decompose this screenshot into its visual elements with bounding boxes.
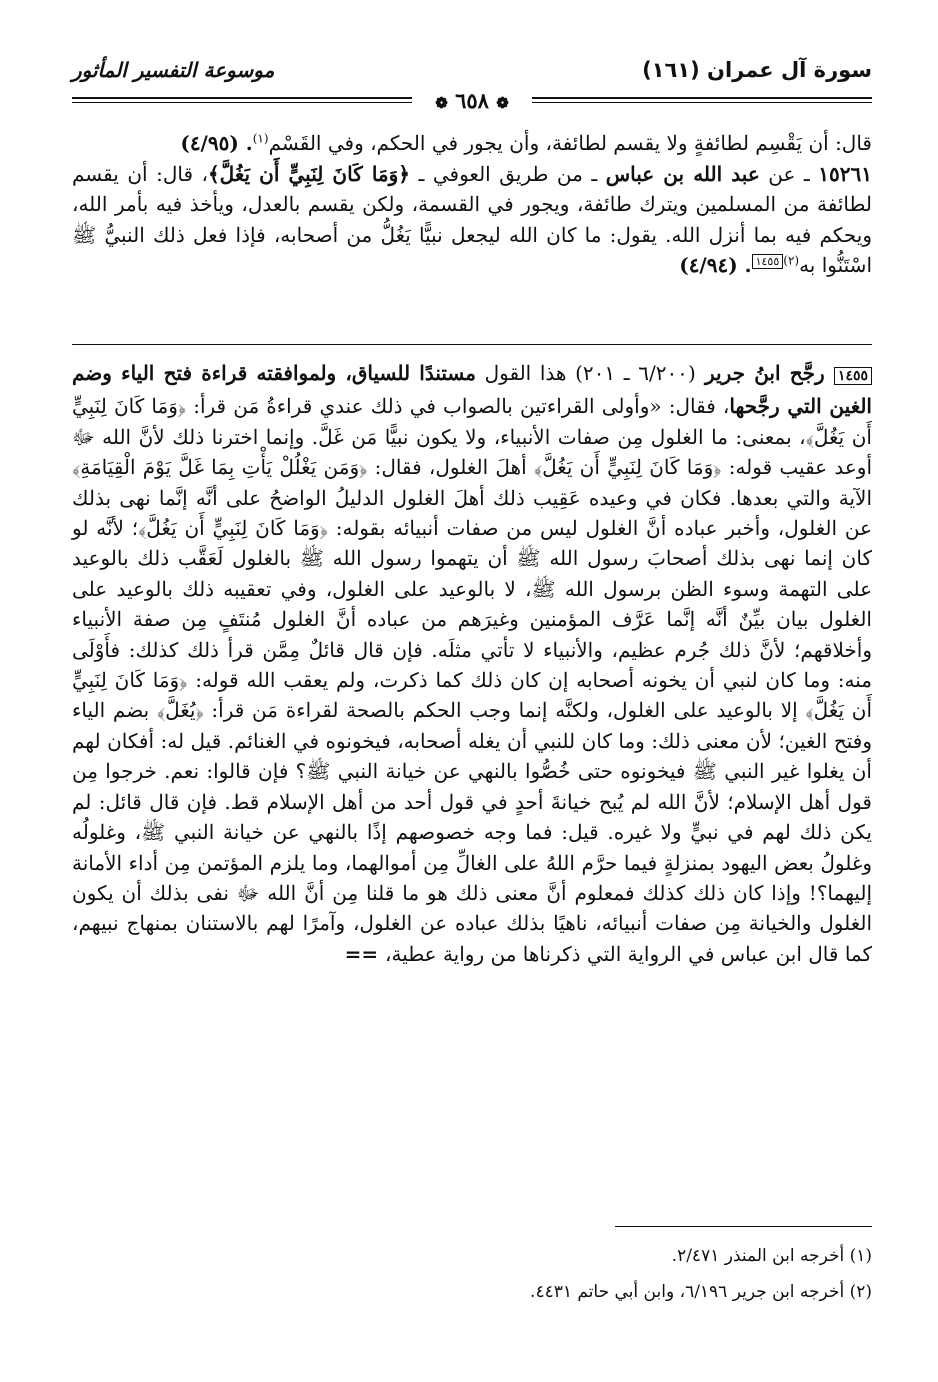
surah-title: سورة آل عمران (١٦١) [642, 58, 872, 82]
ornament-icon: ❁ [435, 94, 448, 112]
footnote-1: (١) أخرجه ابن المنذر ٢/٤٧١. [671, 1246, 872, 1266]
narrator-name: عبد الله بن عباس [605, 161, 760, 186]
commentary-text: ، فقال: «وأولى القراءتين بالصواب في ذلك عندي قراءةُ مَن قرأ: ﴿وَمَا كَانَ لِنَبِيٍّ أَن يَغُلَّ﴾، بمعنى: ما الغلول مِن صفات الأنبياء، ولا يكون نبيًّا مَن غَلَّ. وإنما اخترنا ذلك لأنَّ الله ﷻ أوعد عقيب قوله: ﴿وَمَا كَانَ لِنَبِيٍّ أَن يَغُلَّ﴾ أهلَ الغلول، فقال: ﴿وَمَن يَغْلُلْ يَأْتِ بِمَا غَلَّ يَوْمَ الْقِيَامَةِ﴾ الآية والتي بعدها. فكان في وعيده عَقِيب ذلك أهلَ الغلول الدليلُ الواضحُ على أنَّه إنَّما نهى بذلك عن الغلول، وأخبر عباده أنَّ الغلول ليس من صفات أنبيائه بقوله: ﴿وَمَا كَانَ لِنَبِيٍّ أَن يَغُلَّ﴾؛ لأنَّه لو كان إنما نهى بذلك أصحابَ رسول الله ﷺ أن يتهموا رسول الله ﷺ بالغلول لَعَقَّب ذلك بالوعيد على التهمة وسوء الظن برسول الله ﷺ، لا بالوعيد على الغلول، وفي تعقيبه ذلك بالوعيد على الغلول بيان بيِّنٌ أنَّه إنَّما عَرَّف المؤمنين وغيرَهم من عباده أنَّ الغلول مُنتَفٍ مِن صفة الأنبياء وأخلاقهم؛ لأنَّ ذلك جُرم عظيم، والأنبياء لا تأتي مثلَه. فإن قال قائلٌ مِمَّن قرأ ذلك كذلك: فأَوْلَى منه: وما كان لنبي أن يخونه أصحابه إن كان ذلك كما ذكرت، ولم يعقب الله قوله: ﴿وَمَا كَانَ لِنَبِيٍّ أَن يَغُلَّ﴾ إلا بالوعيد على الغلول، ولكنَّه إنما وجب الحكم بالصحة لقراءة مَن قرأ: ﴿يُغَلَّ﴾ بضم الياء وفتح الغين؛ لأن معنى ذلك: وما كان للنبي أن يغله أصحابه، فيخونوه في الغنائم. قيل له: أفكان لهم أن يغلوا غير النبي ﷺ فيخونوه حتى خُصُّوا بالنهي عن خيانة النبي ﷺ؟ فإن قالوا: نعم. خرجوا مِن قول أهل الإسلام؛ لأنَّ الله لم يُبح خيانةَ أحدٍ في قول أحد من أهل الإسلام قط. فإن قال قائل: لم يكن ذلك لهم في نبيٍّ ولا غيره. قيل: فما وجه خصوصهم إذًا بالنهي عن خيانة النبي ﷺ، وغلولُه وغلولُ بعض اليهود بمنزلةٍ فيما حرَّم اللهُ على الغالِّ مِن أموالهما، وما يلزم المؤتمن مِن أداء الأمانة إليهما؟! وإذا كان ذلك كذلك فمعلوم أنَّ معنى ذلك هو ما قلنا مِن أنَّ الله ﷻ نفى بذلك أن يكون الغلول والخيانة مِن صفات أنبيائه، ناهيًا بذلك عباده عن الغلول، وآمرًا لهم بالاستنان بمنهاج نبيهم، كما قال ابن عباس في الرواية التي ذكرناها من رواية عطية، [72, 394, 872, 966]
intro-line: قال: أن يَقْسِم لطائفةٍ ولا يقسم لطائفة، وأن يجور في الحكم، وفي القَسْم [268, 131, 872, 155]
ornament-icon: ❁ [496, 94, 509, 112]
intro-paragraph [72, 128, 872, 159]
commentary-box-reference: ١٤٥٥ [752, 254, 784, 269]
commentary-ref: (٦/٢٠٠ ـ ٢٠١) [575, 361, 696, 385]
commentary-box-number: ١٤٥٥ [834, 367, 872, 385]
quran-verse: ﴿وَمَا كَانَ لِنَبِيٍّ أَن يَغُلَّ﴾ [207, 161, 411, 186]
footnote-marker-1: (١) [252, 131, 269, 146]
hadith-paragraph [72, 159, 872, 281]
footnote-2: (٢) أخرجه ابن جرير ٦/١٩٦، وابن أبي حاتم ٤٤٣١. [530, 1282, 872, 1302]
intro-reference: . (٤/٩٥) [180, 131, 253, 155]
footnote-marker-2: (٢) [783, 253, 800, 268]
page-number-group [412, 88, 532, 116]
footnote-divider [615, 1226, 872, 1227]
page-number: ٦٥٨ [455, 88, 489, 113]
commentary-opening: رجَّح ابنُ جرير [695, 361, 834, 385]
section-divider [72, 344, 872, 345]
commentary-paragraph [72, 358, 872, 969]
hadith-end-reference: . (٤/٩٤) [679, 253, 752, 278]
commentary-opening-2: مستندًا للسياق، ولموافقته قراءة فتح الياء وضم الغين التي رجَّحها [72, 361, 872, 419]
page-header [72, 56, 872, 113]
commentary-block [72, 358, 872, 969]
hadith-lead: ـ عن [759, 161, 819, 186]
footnotes [72, 1238, 872, 1310]
hadith-number: ١٥٢٦١ [818, 161, 872, 186]
main-text [72, 128, 872, 281]
commentary-mid: هذا القول [475, 361, 576, 385]
book-title: موسوعة التفسير المأثور [72, 58, 275, 82]
hadith-text: ، قال: أن يقسم لطائفة من المسلمين ويترك طائفة، ويجور في القسمة، ولكن يقسم بالعدل، ويأخذ فيه بأمر الله، ويحكم فيه بما أنزل الله. يقول: ما كان الله ليجعل نبيًّا يَغُلُّ من أصحابه، فإذا فعل ذلك النبيُّ ﷺ اسْتَنُّوا به [72, 161, 872, 278]
chain: ـ من طريق العوفي ـ [410, 161, 606, 186]
continuation-mark: == [344, 941, 386, 966]
